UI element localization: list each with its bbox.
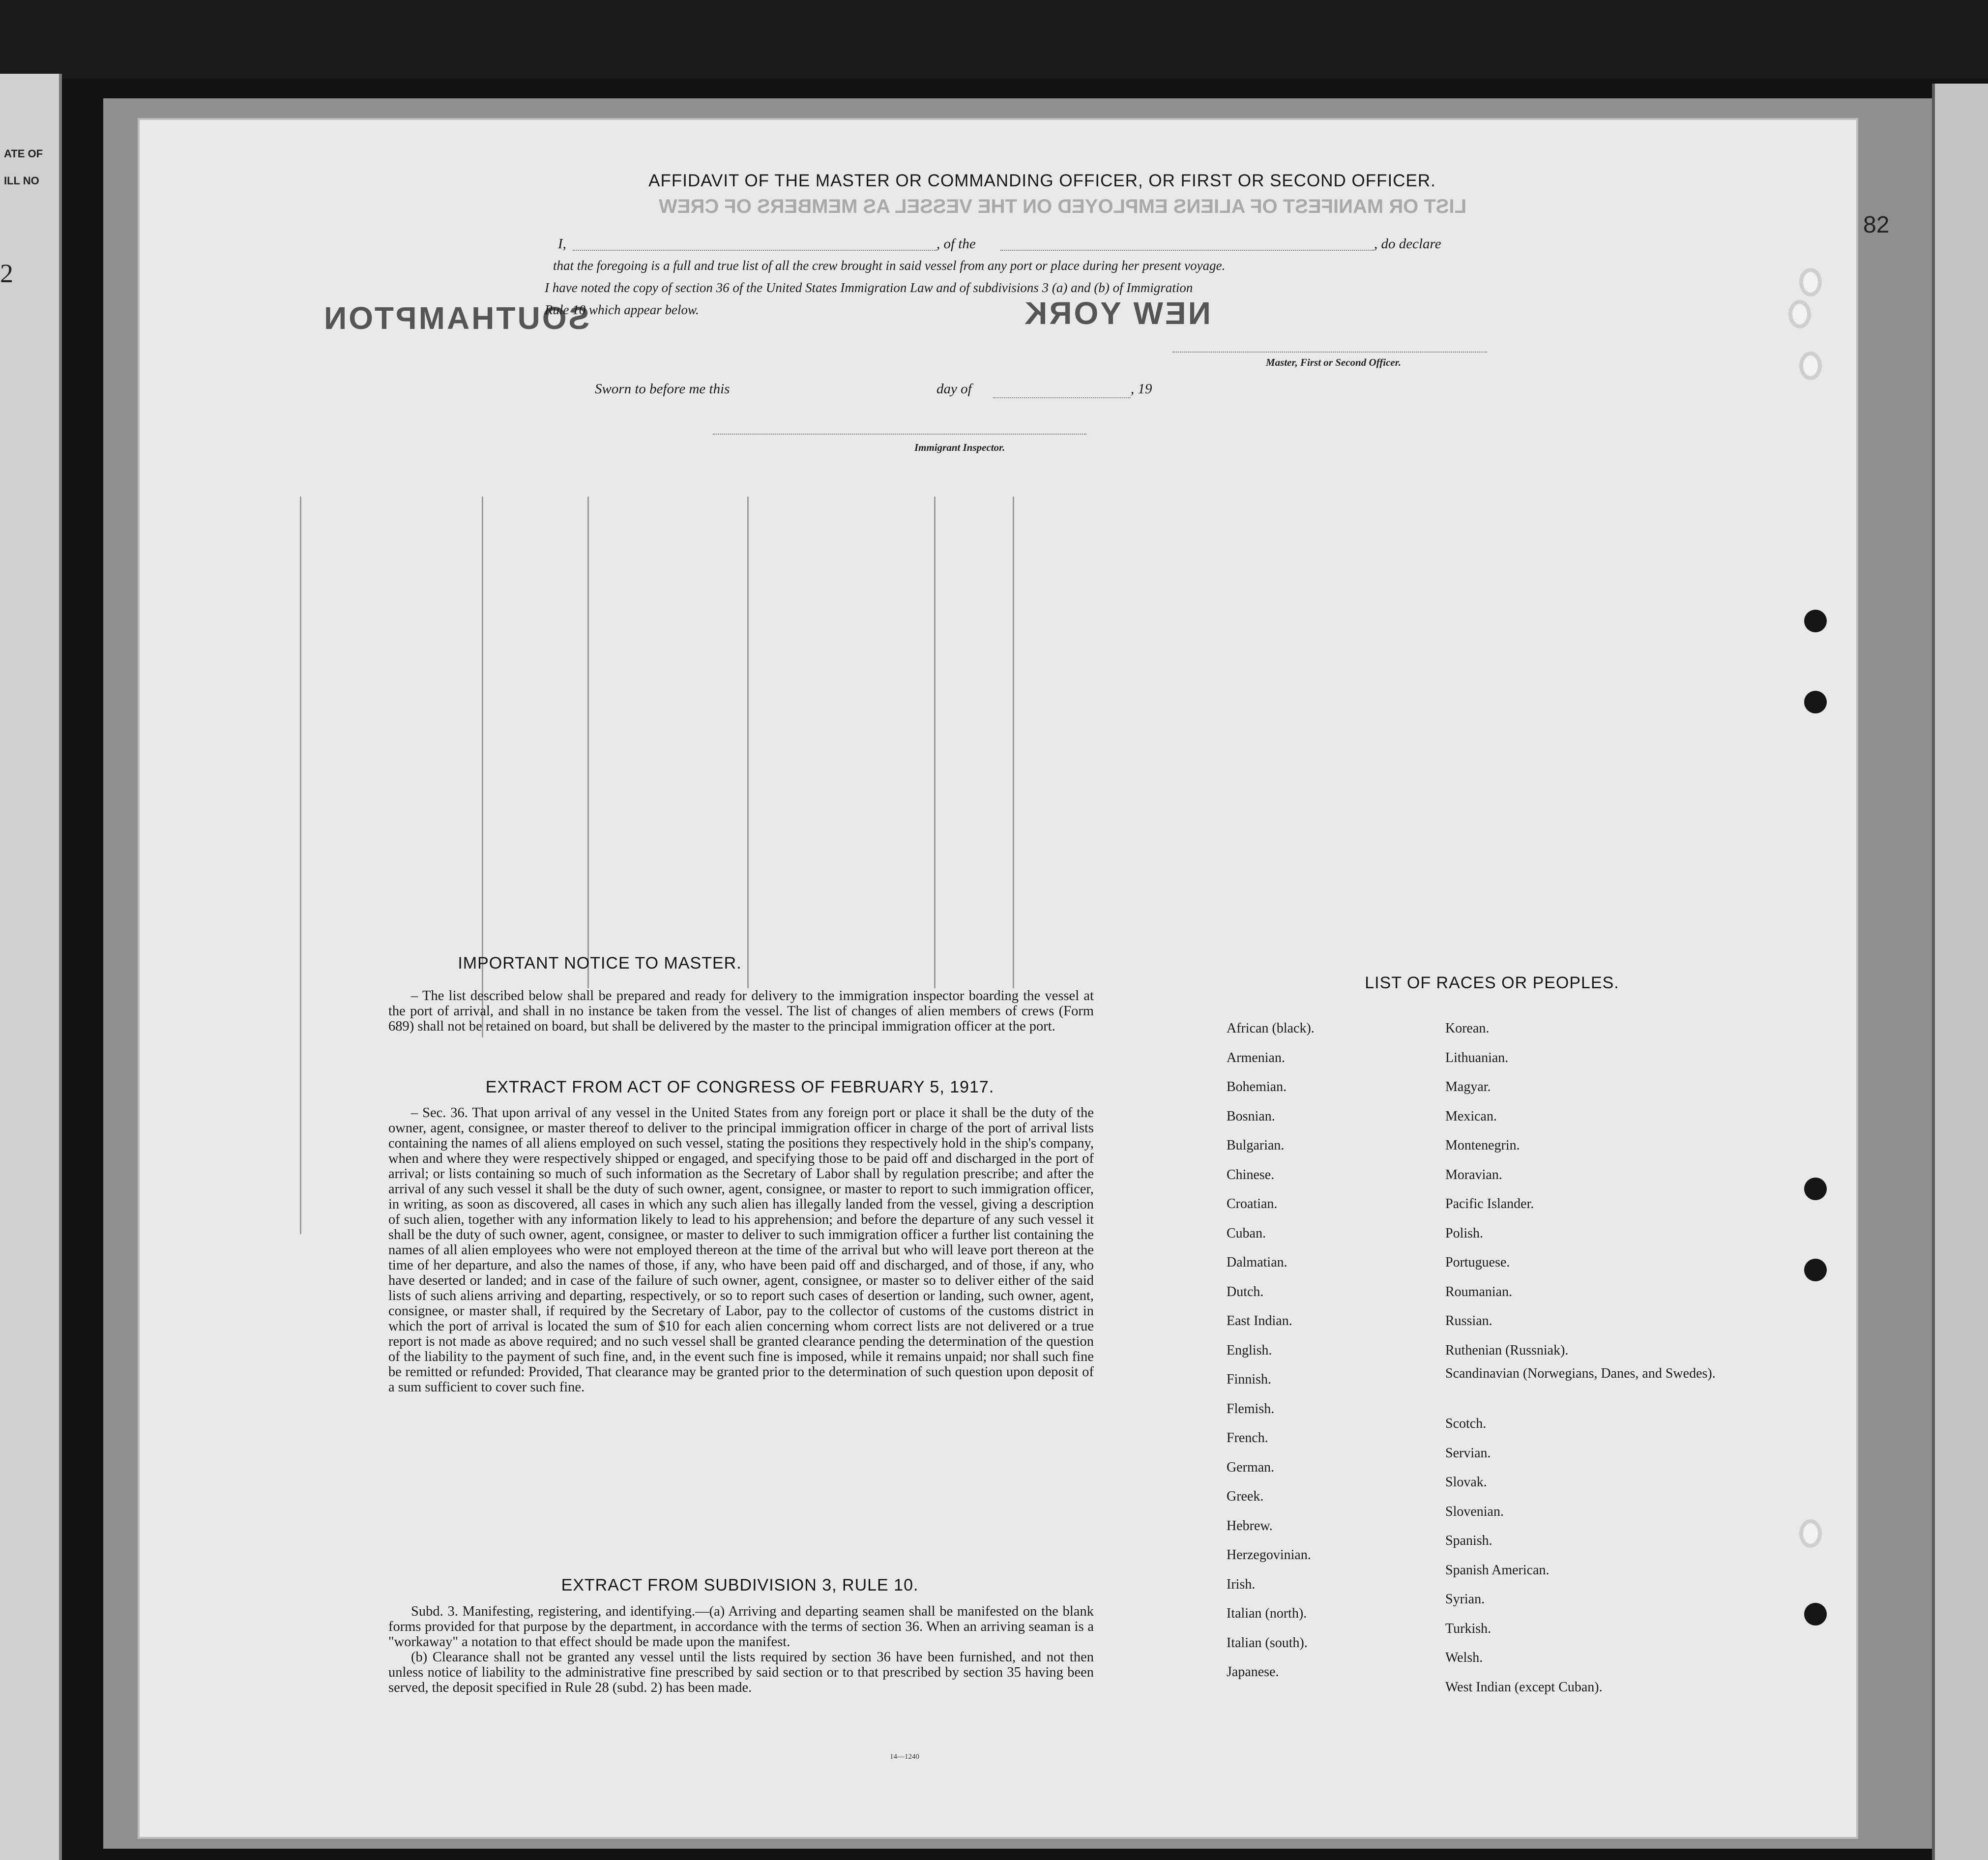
ghost-column-line — [587, 497, 589, 988]
race-item: Scotch. — [1445, 1416, 1487, 1431]
race-item: Scandinavian (Norwegians, Danes, and Swedes). — [1445, 1366, 1716, 1381]
race-item: Portuguese. — [1445, 1255, 1510, 1270]
adjacent-page-right — [1932, 84, 1988, 1860]
year-text: , 19 — [1131, 381, 1152, 397]
ghost-column-line — [934, 497, 936, 988]
race-item: Pacific Islander. — [1445, 1196, 1534, 1211]
edge-label-bill: ILL NO — [4, 175, 39, 187]
race-item: Korean. — [1445, 1021, 1490, 1036]
race-item: Flemish. — [1227, 1401, 1275, 1417]
race-item: Italian (south). — [1227, 1635, 1308, 1651]
race-item: Ruthenian (Russniak). — [1445, 1342, 1569, 1358]
binder-hole — [1799, 1519, 1822, 1548]
adjacent-page-left — [0, 74, 62, 1860]
affidavit-line3: I have noted the copy of section 36 of the United States Immigration Law and of subdivisions 3 (a) and (b) of Immigration — [545, 280, 1193, 295]
race-item: Armenian. — [1227, 1050, 1285, 1065]
binder-hole — [1804, 1603, 1827, 1625]
race-item: Finnish. — [1227, 1372, 1272, 1387]
binder-hole — [1804, 1178, 1827, 1200]
race-item: Bohemian. — [1227, 1079, 1287, 1094]
binder-hole — [1799, 268, 1822, 296]
race-item: French. — [1227, 1430, 1268, 1446]
race-item: Irish. — [1227, 1576, 1256, 1592]
race-item: Italian (north). — [1227, 1606, 1307, 1621]
affidavit-title: AFFIDAVIT OF THE MASTER OR COMMANDING OFFICER, OR FIRST OR SECOND OFFICER. — [648, 171, 1436, 190]
race-item: Turkish. — [1445, 1621, 1491, 1636]
races-right-column — [1445, 1014, 1716, 1702]
binder-hole — [1788, 300, 1811, 328]
race-item: Slovenian. — [1445, 1504, 1504, 1519]
race-item: Welsh. — [1445, 1650, 1483, 1665]
page-number: 82 — [1863, 212, 1890, 238]
race-item: Cuban. — [1227, 1225, 1266, 1241]
notice-title: IMPORTANT NOTICE TO MASTER. — [458, 954, 742, 973]
race-item: Servian. — [1445, 1445, 1491, 1461]
race-item: Slovak. — [1445, 1475, 1487, 1490]
blank-name-line — [573, 250, 936, 251]
rule-paragraph-b: (b) Clearance shall not be granted any vessel until the lists required by section 36 have been furnished, and not then unless notice of liability to the administrative fine prescribed by said section or to that prescribed by section 35 having been served, the deposit specified in Rule 28 (subd. 2) has been made. — [388, 1650, 1094, 1695]
race-item: German. — [1227, 1459, 1275, 1475]
blank-month-line — [993, 397, 1131, 398]
act-extract-text — [388, 1105, 1094, 1395]
edge-page-number: 2 — [0, 259, 13, 288]
inspector-label: Immigrant Inspector. — [914, 442, 1005, 453]
race-item: Croatian. — [1227, 1196, 1278, 1211]
race-item: Polish. — [1445, 1225, 1484, 1241]
day-of-text: day of — [936, 381, 972, 397]
race-item: Japanese. — [1227, 1664, 1279, 1680]
race-item: English. — [1227, 1342, 1272, 1358]
races-left-column — [1227, 1014, 1315, 1687]
ghost-column-line — [1013, 497, 1014, 988]
race-item: Lithuanian. — [1445, 1050, 1509, 1065]
affidavit-line1-mid: , of the — [936, 236, 976, 252]
race-item: Montenegrin. — [1445, 1138, 1520, 1153]
race-item: Spanish American. — [1445, 1562, 1549, 1578]
races-title: LIST OF RACES OR PEOPLES. — [1365, 974, 1619, 992]
notice-text — [388, 988, 1094, 1034]
notice-paragraph: – The list described below shall be prepared and ready for delivery to the immigration inspector boarding the vessel at the port of arrival, and shall in no instance be taken from the vessel. The list of changes of alien members of crews (Form 689) shall not be retained on board, but shall be delivered by the master to the principal immigration officer at the port. — [388, 988, 1094, 1034]
ghost-column-line — [747, 497, 749, 988]
affidavit-line1-start: I, — [558, 236, 566, 252]
race-item: Dutch. — [1227, 1284, 1264, 1299]
race-item: Bosnian. — [1227, 1108, 1275, 1124]
rule-extract-text — [388, 1604, 1094, 1695]
affidavit-line2: that the foregoing is a full and true list of all the crew brought in said vessel from any port or place during her present voyage. — [553, 258, 1226, 273]
affidavit-line4: Rule 10 which appear below. — [545, 302, 699, 317]
inspector-signature-line — [713, 434, 1086, 435]
ghost-manifest-header: LIST OR MANIFEST OF ALIENS EMPLOYED ON THE VESSEL AS MEMBERS OF CREW — [659, 196, 1467, 217]
race-item: Roumanian. — [1445, 1284, 1513, 1299]
race-item: Spanish. — [1445, 1533, 1492, 1548]
form-code: 14—1240 — [890, 1753, 919, 1761]
race-item: Russian. — [1445, 1313, 1492, 1329]
race-item: Chinese. — [1227, 1167, 1275, 1182]
scanner-background — [0, 0, 1988, 79]
binder-hole — [1804, 691, 1827, 713]
race-item: Syrian. — [1445, 1592, 1485, 1607]
binder-hole — [1804, 610, 1827, 632]
blank-vessel-line — [1000, 250, 1374, 251]
affidavit-line1-end: , do declare — [1374, 236, 1441, 252]
binder-hole — [1799, 352, 1822, 380]
act-extract-paragraph: – Sec. 36. That upon arrival of any vessel in the United States from any foreign port or place it shall be the duty of the owner, agent, consignee, or master thereof to deliver to the principal immigration officer in charge of the port of arrival lists containing the names of all aliens employed on such vessel, stating the positions they respectively hold in the ship's company, when and where they were respectively shipped or engaged, and specifying those to be paid off and discharged in the port of arrival; or lists containing so much of such information as the Secretary of Labor shall by regulation prescribe; and after the arrival of any such vessel it shall be the duty of such owner, agent, consignee, or master to report to such immigration officer, in writing, as soon as discovered, all cases in which any such alien has illegally landed from the vessel, giving a description of such alien, together with any information likely to lead to his apprehension; and before the departure of any such vessel it shall be the duty of such owner, agent, consignee, or master to deliver to such immigration officer a further list containing the names of all alien employees who were not employed thereon at the time of the arrival but who will leave port thereon at the time of her departure, and also the names of those, if any, who have been paid off and discharged, and of those, if any, who have deserted or landed; and in case of the failure of such owner, agent, consignee, or master so to deliver either of the said lists of such aliens arriving and departing, respectively, or so to report such cases of desertion or landing, such owner, agent, consignee, or master shall, if required by the Secretary of Labor, pay to the collector of customs of the customs district in which the port of arrival is located the sum of $10 for each alien concerning whom correct lists are not delivered or a true report is not made as above required; and no such vessel shall be granted clearance pending the determination of the question of the liability to the payment of such fine, and, in the event such fine is imposed, while it remains unpaid; nor shall such fine be remitted or refunded: Provided, That clearance may be granted prior to the determination of such question upon deposit of a sum sufficient to cover such fine. — [388, 1105, 1094, 1395]
race-item: West Indian (except Cuban). — [1445, 1679, 1603, 1695]
race-item: Greek. — [1227, 1489, 1264, 1504]
rule-paragraph-a: Subd. 3. Manifesting, registering, and identifying.—(a) Arriving and departing seamen shall be manifested on the blank forms provided for that purpose by the department, in accordance with the terms of section 36. When an arriving seaman is a "workaway" a notation to that effect should be made upon the manifest. — [388, 1604, 1094, 1650]
edge-label-date: ATE OF — [4, 148, 43, 160]
race-item: Herzegovinian. — [1227, 1547, 1311, 1563]
binder-hole — [1804, 1259, 1827, 1281]
manifest-page — [138, 118, 1890, 1839]
ghost-column-line — [300, 497, 301, 1234]
race-item: East Indian. — [1227, 1313, 1292, 1329]
race-item: Dalmatian. — [1227, 1255, 1287, 1270]
race-item: African (black). — [1227, 1021, 1315, 1036]
ghost-stamp-southampton: SOUTHAMPTON — [322, 300, 590, 336]
race-item: Hebrew. — [1227, 1518, 1273, 1534]
sworn-text: Sworn to before me this — [595, 381, 730, 397]
race-item: Bulgarian. — [1227, 1138, 1285, 1153]
master-label: Master, First or Second Officer. — [1266, 356, 1401, 368]
race-item: Mexican. — [1445, 1108, 1497, 1124]
race-item: Moravian. — [1445, 1167, 1502, 1182]
rule-extract-title: EXTRACT FROM SUBDIVISION 3, RULE 10. — [561, 1576, 919, 1594]
act-extract-title: EXTRACT FROM ACT OF CONGRESS OF FEBRUARY 5, 1917. — [485, 1078, 994, 1096]
race-item: Magyar. — [1445, 1079, 1491, 1094]
master-signature-line — [1172, 352, 1487, 353]
ghost-stamp-new-york: NEW YORK — [1023, 295, 1211, 331]
